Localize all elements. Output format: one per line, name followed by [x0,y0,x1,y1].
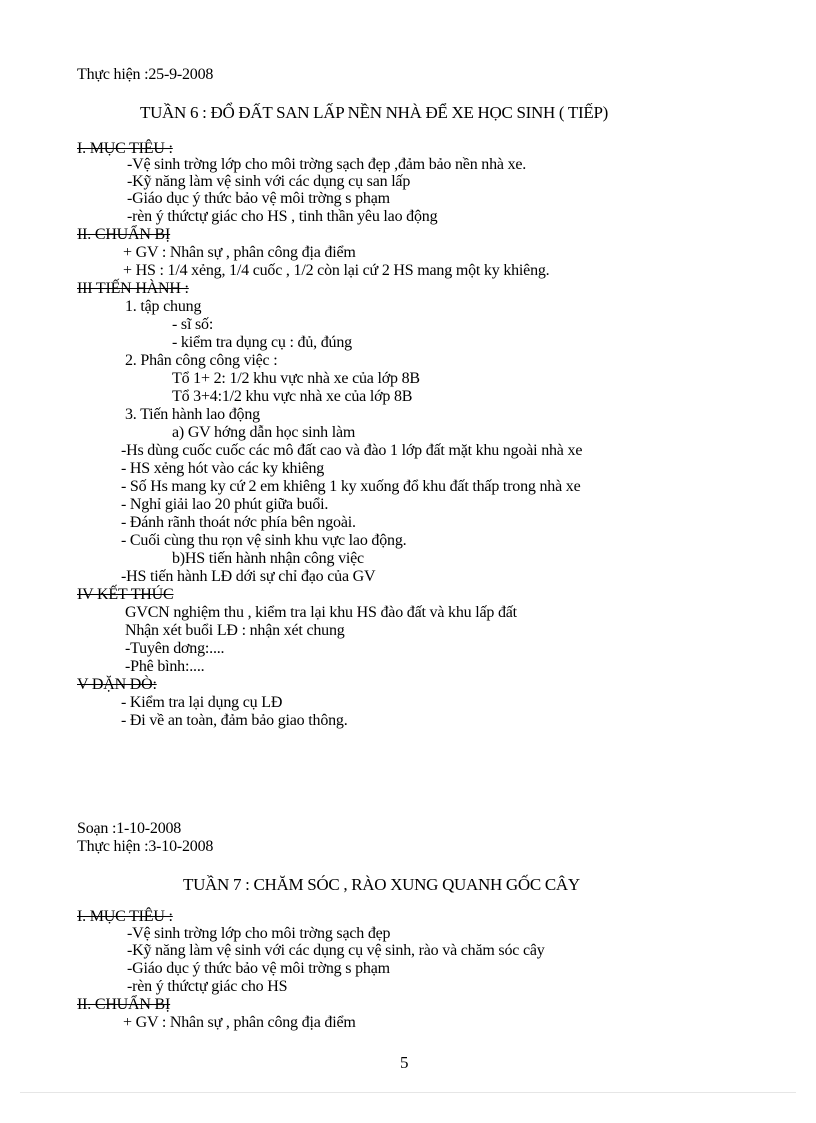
objective-2-3: -Giáo dục ý thức bảo vệ môi trờng s phạm [127,960,390,977]
date-done-1: Thực hiện :25-9-2008 [77,66,214,83]
advice-line-2: - Đi về an toàn, đảm bảo giao thông. [121,712,348,729]
end-line-1: GVCN nghiệm thu , kiểm tra lại khu HS đào đất và khu lấp đất [125,604,517,621]
objective-2-1: -Vệ sinh trờng lớp cho môi trờng sạch đẹp [127,925,391,942]
objective-1-1: -Vệ sinh trờng lớp cho môi trờng sạch đẹp ,đảm bảo nền nhà xe. [127,156,527,173]
proceed-heading-1: III TIẾN HÀNH : [77,280,189,297]
proceed-line-1: 1. tập chung [125,298,202,315]
proceed-line-10: - HS xẻng hót vào các ky khiêng [121,460,325,477]
proceed-line-8: a) GV hớng dẫn học sinh làm [172,424,356,441]
proceed-line-5: Tổ 1+ 2: 1/2 khu vực nhà xe của lớp 8B [172,370,420,387]
prep-2-1: + GV : Nhân sự , phân công địa điểm [123,1014,356,1031]
end-heading-1: IV KẾT THÚC [77,586,174,603]
proceed-line-7: 3. Tiến hành lao động [125,406,260,423]
end-line-3: -Tuyên dơng:.... [125,640,225,657]
prep-heading-1: II. CHUẨN BỊ [77,226,171,243]
objective-1-3: -Giáo dục ý thức bảo vệ môi trờng s phạm [127,190,390,207]
page-edge-divider [20,1092,796,1093]
objective-1-4: -rèn ý thứctự giác cho HS , tinh thần yêu lao động [127,208,438,225]
date-plan-2: Soạn :1-10-2008 [77,820,182,837]
objective-2-2: -Kỹ năng làm vệ sinh với các dụng cụ vệ sinh, rào và chăm sóc cây [127,942,545,959]
objectives-heading-2: I. MỤC TIÊU : [77,908,173,925]
advice-line-1: - Kiểm tra lại dụng cụ LĐ [121,694,283,711]
proceed-line-9: -Hs dùng cuốc cuốc các mô đất cao và đào 1 lớp đất mặt khu ngoài nhà xe [121,442,583,459]
proceed-line-12: - Nghỉ giải lao 20 phút giữa buổi. [121,496,329,513]
proceed-line-6: Tổ 3+4:1/2 khu vực nhà xe của lớp 8B [172,388,413,405]
objectives-heading-1: I. MỤC TIÊU : [77,140,173,157]
section-1-title: TUẦN 6 : ĐỔ ĐẤT SAN LẤP NỀN NHÀ ĐỂ XE HỌC SINH ( TIẾP) [140,103,608,122]
proceed-line-11: - Số Hs mang ky cứ 2 em khiêng 1 ky xuống đổ khu đất thấp trong nhà xe [121,478,581,495]
page-number: 5 [400,1053,409,1072]
proceed-line-4: 2. Phân công công việc : [125,352,278,369]
proceed-line-16: -HS tiến hành LĐ dới sự chỉ đạo của GV [121,568,376,585]
date-done-2: Thực hiện :3-10-2008 [77,838,214,855]
proceed-line-15: b)HS tiến hành nhận công việc [172,550,364,567]
objective-2-4: -rèn ý thứctự giác cho HS [127,978,288,995]
proceed-line-2: - sĩ số: [172,316,214,333]
objective-1-2: -Kỹ năng làm vệ sinh với các dụng cụ san lấp [127,173,411,190]
end-line-4: -Phê bình:.... [125,658,205,675]
proceed-line-14: - Cuối cùng thu rọn vệ sinh khu vực lao động. [121,532,407,549]
prep-heading-2: II. CHUẨN BỊ [77,996,171,1013]
prep-1-2: + HS : 1/4 xẻng, 1/4 cuốc , 1/2 còn lại cứ 2 HS mang một ky khiêng. [123,262,550,279]
section-2-title: TUẦN 7 : CHĂM SÓC , RÀO XUNG QUANH GỐC CÂY [183,875,580,894]
advice-heading-1: V DẶN DÒ: [77,676,157,693]
end-line-2: Nhận xét buổi LĐ : nhận xét chung [125,622,345,639]
proceed-line-3: - kiểm tra dụng cụ : đủ, đúng [172,334,352,351]
proceed-line-13: - Đánh rãnh thoát nớc phía bên ngoài. [121,514,356,531]
prep-1-1: + GV : Nhân sự , phân công địa điểm [123,244,356,261]
